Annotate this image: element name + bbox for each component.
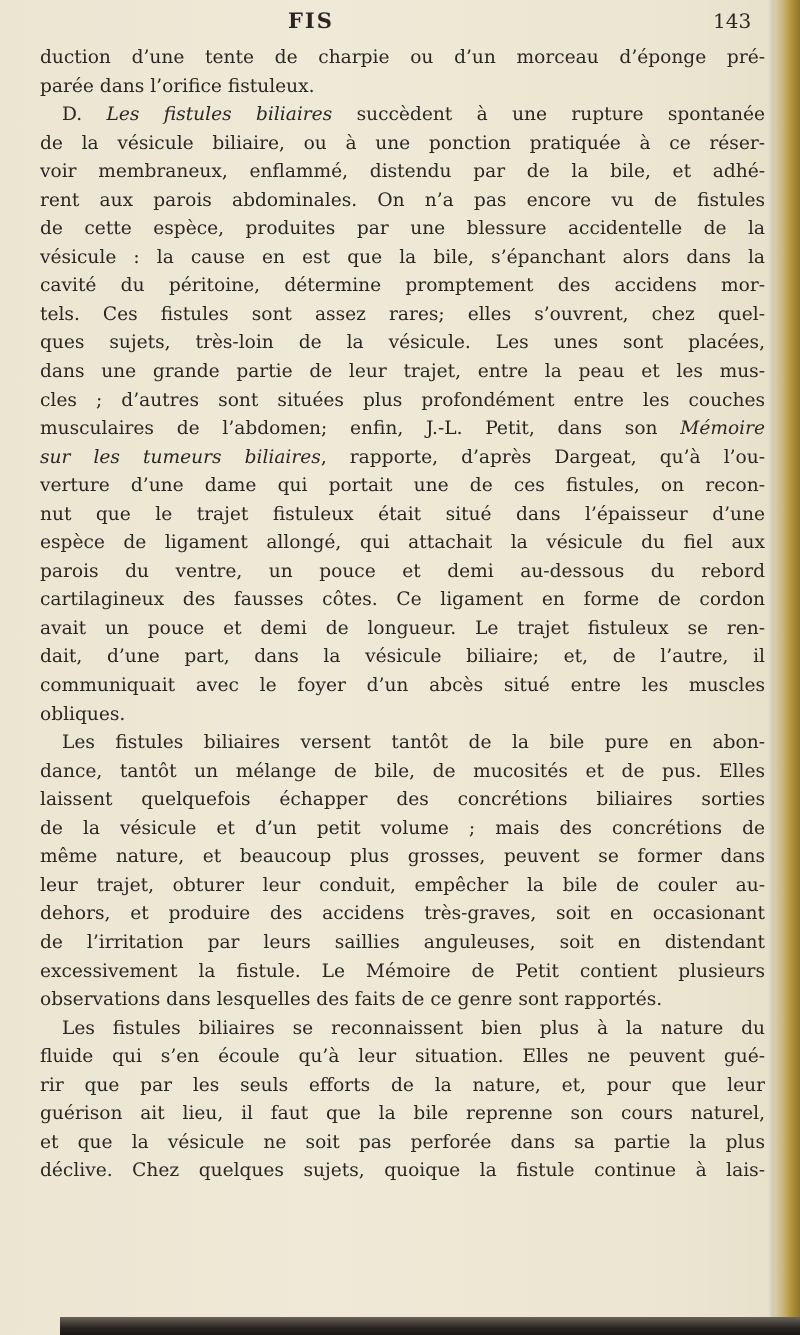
text-line: avait un pouce et demi de longueur. Le trajet fistuleux se ren-: [40, 617, 765, 639]
text-line: communiquait avec le foyer d’un abcès situé entre les muscles: [40, 675, 765, 697]
text-line: déclive. Chez quelques sujets, quoique la fistule continue à lais-: [40, 1160, 765, 1182]
text-line: espèce de ligament allongé, qui attachait la vésicule du fiel aux: [40, 532, 765, 554]
book-binding-edge: [774, 0, 800, 1335]
page-number: 143: [713, 9, 752, 33]
text-line: parois du ventre, un pouce et demi au-dessous du rebord: [40, 560, 765, 582]
text-line: nut que le trajet fistuleux était situé dans l’épaisseur d’une: [40, 503, 765, 525]
text-line: de la vésicule et d’un petit volume ; mais des concrétions de: [40, 817, 765, 839]
text-line: obliques.: [40, 703, 126, 725]
text-line: musculaires de l’abdomen; enfin, J.-L. Petit, dans son Mémoire: [40, 418, 765, 440]
text-line: rent aux parois abdominales. On n’a pas encore vu de fistules: [40, 189, 765, 211]
text-line: dehors, et produire des accidens très-graves, soit en occasionant: [40, 903, 765, 925]
text-line: cavité du péritoine, détermine promptement des accidens mor-: [40, 275, 765, 297]
emphasis: Les fistules biliaires: [106, 104, 333, 126]
text-line: sur les tumeurs biliaires, rapporte, d’après Dargeat, qu’à l’ou-: [40, 446, 765, 468]
text-line: parée dans l’orifice fistuleux.: [40, 75, 315, 97]
scan-bottom-edge: [60, 1317, 800, 1335]
text-line: Les fistules biliaires se reconnaissent bien plus à la nature du: [62, 1017, 765, 1039]
emphasis: sur les tumeurs biliaires: [40, 446, 321, 468]
text-line: rir que par les seuls efforts de la nature, et, pour que leur: [40, 1074, 765, 1096]
body-text: [40, 44, 765, 1186]
text-line: ques sujets, très-loin de la vésicule. Les unes sont placées,: [40, 332, 765, 354]
text-line: verture d’une dame qui portait une de ces fistules, on recon-: [40, 475, 765, 497]
text-line: guérison ait lieu, il faut que la bile reprenne son cours naturel,: [40, 1103, 765, 1125]
text-line: duction d’une tente de charpie ou d’un morceau d’éponge pré-: [40, 47, 765, 68]
text-line: cles ; d’autres sont situées plus profondément entre les couches: [40, 389, 765, 411]
text-line: dans une grande partie de leur trajet, entre la peau et les mus-: [40, 361, 765, 383]
text-line: Les fistules biliaires versent tantôt de la bile pure en abon-: [62, 732, 765, 754]
text-line: dait, d’une part, dans la vésicule biliaire; et, de l’autre, il: [40, 646, 765, 668]
emphasis: Mémoire: [680, 418, 765, 440]
text-line: cartilagineux des fausses côtes. Ce ligament en forme de cordon: [40, 589, 765, 611]
text-line: de cette espèce, produites par une blessure accidentelle de la: [40, 218, 765, 240]
text-line: excessivement la fistule. Le Mémoire de Petit contient plusieurs: [40, 960, 765, 982]
text-line: D. Les fistules biliaires succèdent à une rupture spontanée: [62, 104, 765, 126]
text-line: voir membraneux, enflammé, distendu par de la bile, et adhé-: [40, 161, 765, 183]
text-line: et que la vésicule ne soit pas perforée dans sa partie la plus: [40, 1131, 765, 1153]
text-line: tels. Ces fistules sont assez rares; elles s’ouvrent, chez quel-: [40, 303, 765, 325]
text-line: dance, tantôt un mélange de bile, de mucosités et de pus. Elles: [40, 760, 765, 782]
text-line: laissent quelquefois échapper des concrétions biliaires sorties: [40, 789, 765, 811]
running-head: FIS: [288, 8, 334, 33]
text-line: leur trajet, obturer leur conduit, empêcher la bile de couler au-: [40, 874, 765, 896]
text-line: de l’irritation par leurs saillies anguleuses, soit en distendant: [40, 931, 765, 953]
text-line: observations dans lesquelles des faits de ce genre sont rapportés.: [40, 989, 663, 1011]
page-header: [0, 8, 770, 38]
text-line: vésicule : la cause en est que la bile, s’épanchant alors dans la: [40, 246, 765, 268]
text-line: de la vésicule biliaire, ou à une ponction pratiquée à ce réser-: [40, 132, 765, 154]
text-line: même nature, et beaucoup plus grosses, peuvent se former dans: [40, 846, 765, 868]
text-line: fluide qui s’en écoule qu’à leur situation. Elles ne peuvent gué-: [40, 1046, 765, 1068]
